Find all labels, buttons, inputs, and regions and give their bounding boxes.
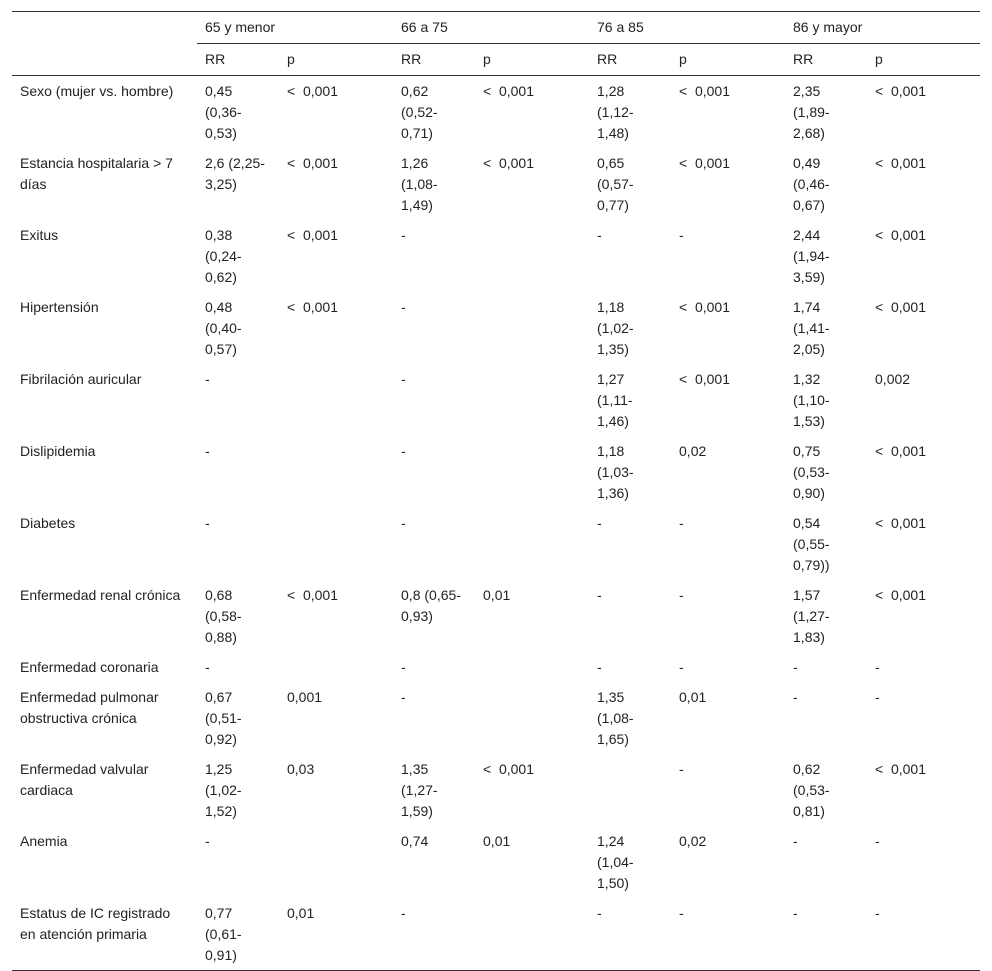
row-label: Enfermedad pulmonar obstructiva crónica xyxy=(20,689,159,726)
p-cell: < 0,001 xyxy=(875,155,927,171)
p-header: p xyxy=(475,44,589,76)
table-row xyxy=(12,652,980,682)
p-cell: 0,001 xyxy=(287,689,323,705)
rr-cell: - xyxy=(793,833,798,849)
table-row xyxy=(12,220,980,292)
p-cell: 0,002 xyxy=(875,371,911,387)
p-cell: < 0,001 xyxy=(679,155,731,171)
rr-cell: 1,57 (1,27-1,83) xyxy=(793,587,830,645)
rr-cell: - xyxy=(401,659,406,675)
table-container xyxy=(12,11,980,971)
p-cell: - xyxy=(679,761,684,777)
rr-header: RR xyxy=(393,44,475,76)
sub-header-row xyxy=(12,44,980,76)
group-header-row xyxy=(12,12,980,44)
rr-cell: - xyxy=(785,898,867,971)
p-cell: < 0,001 xyxy=(679,371,731,387)
rr-cell: 1,18 (1,02-1,35) xyxy=(597,299,634,357)
p-cell: < 0,001 xyxy=(875,587,927,603)
p-cell: - xyxy=(875,659,880,675)
rr-cell: 1,28 (1,12-1,48) xyxy=(597,83,634,141)
rr-cell: - xyxy=(401,371,406,387)
group-header: 66 a 75 xyxy=(393,12,589,44)
table-row xyxy=(12,148,980,220)
rr-cell: 0,68 (0,58-0,88) xyxy=(205,587,242,645)
rr-cell: - xyxy=(401,443,406,459)
rr-cell: - xyxy=(793,659,798,675)
p-cell xyxy=(475,292,589,364)
rr-cell: 0,67 (0,51-0,92) xyxy=(205,689,242,747)
rr-cell: 0,49 (0,46-0,67) xyxy=(793,155,830,213)
rr-cell: - xyxy=(401,227,406,243)
p-cell: 0,02 xyxy=(679,443,707,459)
row-label: Estatus de IC registrado en atención primaria xyxy=(12,898,197,971)
rr-cell: 2,6 (2,25-3,25) xyxy=(205,155,265,192)
table-row xyxy=(12,292,980,364)
p-cell: < 0,001 xyxy=(875,83,927,99)
p-cell: 0,02 xyxy=(679,833,707,849)
rr-cell: 0,8 (0,65-0,93) xyxy=(401,587,461,624)
p-cell: - xyxy=(867,898,980,971)
rr-cell: 2,35 (1,89-2,68) xyxy=(793,83,830,141)
rr-cell: - xyxy=(401,515,406,531)
p-cell: - xyxy=(875,689,880,705)
p-cell xyxy=(279,436,393,508)
rr-cell: 0,48 (0,40-0,57) xyxy=(205,299,242,357)
p-cell xyxy=(475,364,589,436)
p-cell: < 0,001 xyxy=(875,515,927,531)
table-row xyxy=(12,826,980,898)
p-cell: - xyxy=(875,833,880,849)
table-row xyxy=(12,364,980,436)
rr-cell: 0,77 (0,61-0,91) xyxy=(197,898,279,971)
rr-cell: 2,44 (1,94-3,59) xyxy=(793,227,830,285)
rr-cell: - xyxy=(597,587,602,603)
table-row xyxy=(12,682,980,754)
p-cell: < 0,001 xyxy=(287,227,338,243)
rr-cell: - xyxy=(205,371,210,387)
row-label: Hipertensión xyxy=(20,299,99,315)
table-row xyxy=(12,580,980,652)
corner-cell xyxy=(12,12,197,44)
p-cell: < 0,001 xyxy=(483,83,535,99)
row-label: Enfermedad renal crónica xyxy=(20,587,181,603)
rr-cell: - xyxy=(205,833,210,849)
rr-cell: - xyxy=(401,299,406,315)
table-row xyxy=(12,508,980,580)
table-row xyxy=(12,754,980,826)
p-cell xyxy=(475,508,589,580)
p-cell: 0,01 xyxy=(279,898,393,971)
rr-cell: 1,32 (1,10-1,53) xyxy=(793,371,830,429)
row-label: Enfermedad valvular cardiaca xyxy=(20,761,149,798)
p-cell: - xyxy=(679,227,684,243)
p-cell: < 0,001 xyxy=(875,227,927,243)
rr-cell: 1,26 (1,08-1,49) xyxy=(401,155,438,213)
rr-cell: 0,75 (0,53-0,90) xyxy=(793,443,830,501)
p-cell: < 0,001 xyxy=(875,299,927,315)
p-cell xyxy=(475,436,589,508)
rr-cell: 0,38 (0,24-0,62) xyxy=(205,227,242,285)
rr-cell: 1,25 (1,02-1,52) xyxy=(205,761,242,819)
rr-cell: - xyxy=(401,689,406,705)
row-label: Fibrilación auricular xyxy=(20,371,142,387)
p-cell: < 0,001 xyxy=(287,299,338,315)
p-cell: < 0,001 xyxy=(679,83,731,99)
rr-header: RR xyxy=(589,44,671,76)
rr-cell: 0,54 (0,55-0,79)) xyxy=(793,515,830,573)
table-row xyxy=(12,436,980,508)
rr-cell: 1,35 (1,27-1,59) xyxy=(401,761,438,819)
group-header: 76 a 85 xyxy=(589,12,785,44)
rr-cell: - xyxy=(597,659,602,675)
row-label: Enfermedad coronaria xyxy=(20,659,159,675)
rr-cell: - xyxy=(793,689,798,705)
table-row xyxy=(12,76,980,149)
p-cell: 0,03 xyxy=(287,761,315,777)
corner-cell xyxy=(12,44,197,76)
row-label: Diabetes xyxy=(20,515,76,531)
table-body xyxy=(12,76,980,971)
rr-cell: 0,45 (0,36-0,53) xyxy=(205,83,242,141)
results-table xyxy=(12,11,980,971)
p-cell xyxy=(279,508,393,580)
rr-cell: 1,35 (1,08-1,65) xyxy=(597,689,634,747)
p-cell: < 0,001 xyxy=(875,443,927,459)
row-label: Estancia hospitalaria > 7 días xyxy=(20,155,173,192)
rr-cell: 1,27 (1,11-1,46) xyxy=(597,371,633,429)
rr-cell: 1,18 (1,03-1,36) xyxy=(597,443,634,501)
p-cell: < 0,001 xyxy=(287,155,338,171)
p-cell xyxy=(475,652,589,682)
p-header: p xyxy=(279,44,393,76)
rr-cell: - xyxy=(597,515,602,531)
p-cell: - xyxy=(679,659,684,675)
rr-cell: 0,62 (0,52-0,71) xyxy=(401,83,438,141)
rr-cell: 1,24 (1,04-1,50) xyxy=(597,833,634,891)
table-row xyxy=(12,898,980,971)
p-cell xyxy=(279,652,393,682)
rr-cell: - xyxy=(205,515,210,531)
rr-header: RR xyxy=(197,44,279,76)
rr-cell: - xyxy=(205,659,210,675)
p-cell: < 0,001 xyxy=(483,155,535,171)
p-cell xyxy=(475,220,589,292)
p-cell: - xyxy=(679,515,684,531)
rr-cell: 0,65 (0,57-0,77) xyxy=(597,155,634,213)
p-cell: 0,01 xyxy=(483,833,511,849)
rr-cell: 1,74 (1,41-2,05) xyxy=(793,299,830,357)
rr-cell xyxy=(589,754,671,826)
p-cell: - xyxy=(671,898,785,971)
p-cell: < 0,001 xyxy=(287,83,338,99)
p-cell xyxy=(279,364,393,436)
p-cell: 0,01 xyxy=(679,689,707,705)
rr-cell: - xyxy=(393,898,475,971)
p-cell xyxy=(475,898,589,971)
rr-cell: - xyxy=(589,898,671,971)
p-cell: 0,01 xyxy=(483,587,511,603)
rr-cell: - xyxy=(597,227,602,243)
p-cell: < 0,001 xyxy=(679,299,731,315)
p-header: p xyxy=(671,44,785,76)
p-cell: < 0,001 xyxy=(875,761,927,777)
p-cell: < 0,001 xyxy=(287,587,338,603)
group-header: 65 y menor xyxy=(197,12,393,44)
rr-cell: - xyxy=(205,443,210,459)
p-cell xyxy=(279,826,393,898)
rr-cell: 0,74 xyxy=(401,833,429,849)
row-label: Dislipidemia xyxy=(20,443,96,459)
p-header: p xyxy=(867,44,980,76)
p-cell: < 0,001 xyxy=(483,761,535,777)
rr-cell: 0,62 (0,53-0,81) xyxy=(793,761,830,819)
p-cell xyxy=(475,682,589,754)
row-label: Exitus xyxy=(20,227,59,243)
rr-header: RR xyxy=(785,44,867,76)
group-header: 86 y mayor xyxy=(785,12,980,44)
row-label: Anemia xyxy=(20,833,68,849)
p-cell: - xyxy=(679,587,684,603)
row-label: Sexo (mujer vs. hombre) xyxy=(20,83,174,99)
